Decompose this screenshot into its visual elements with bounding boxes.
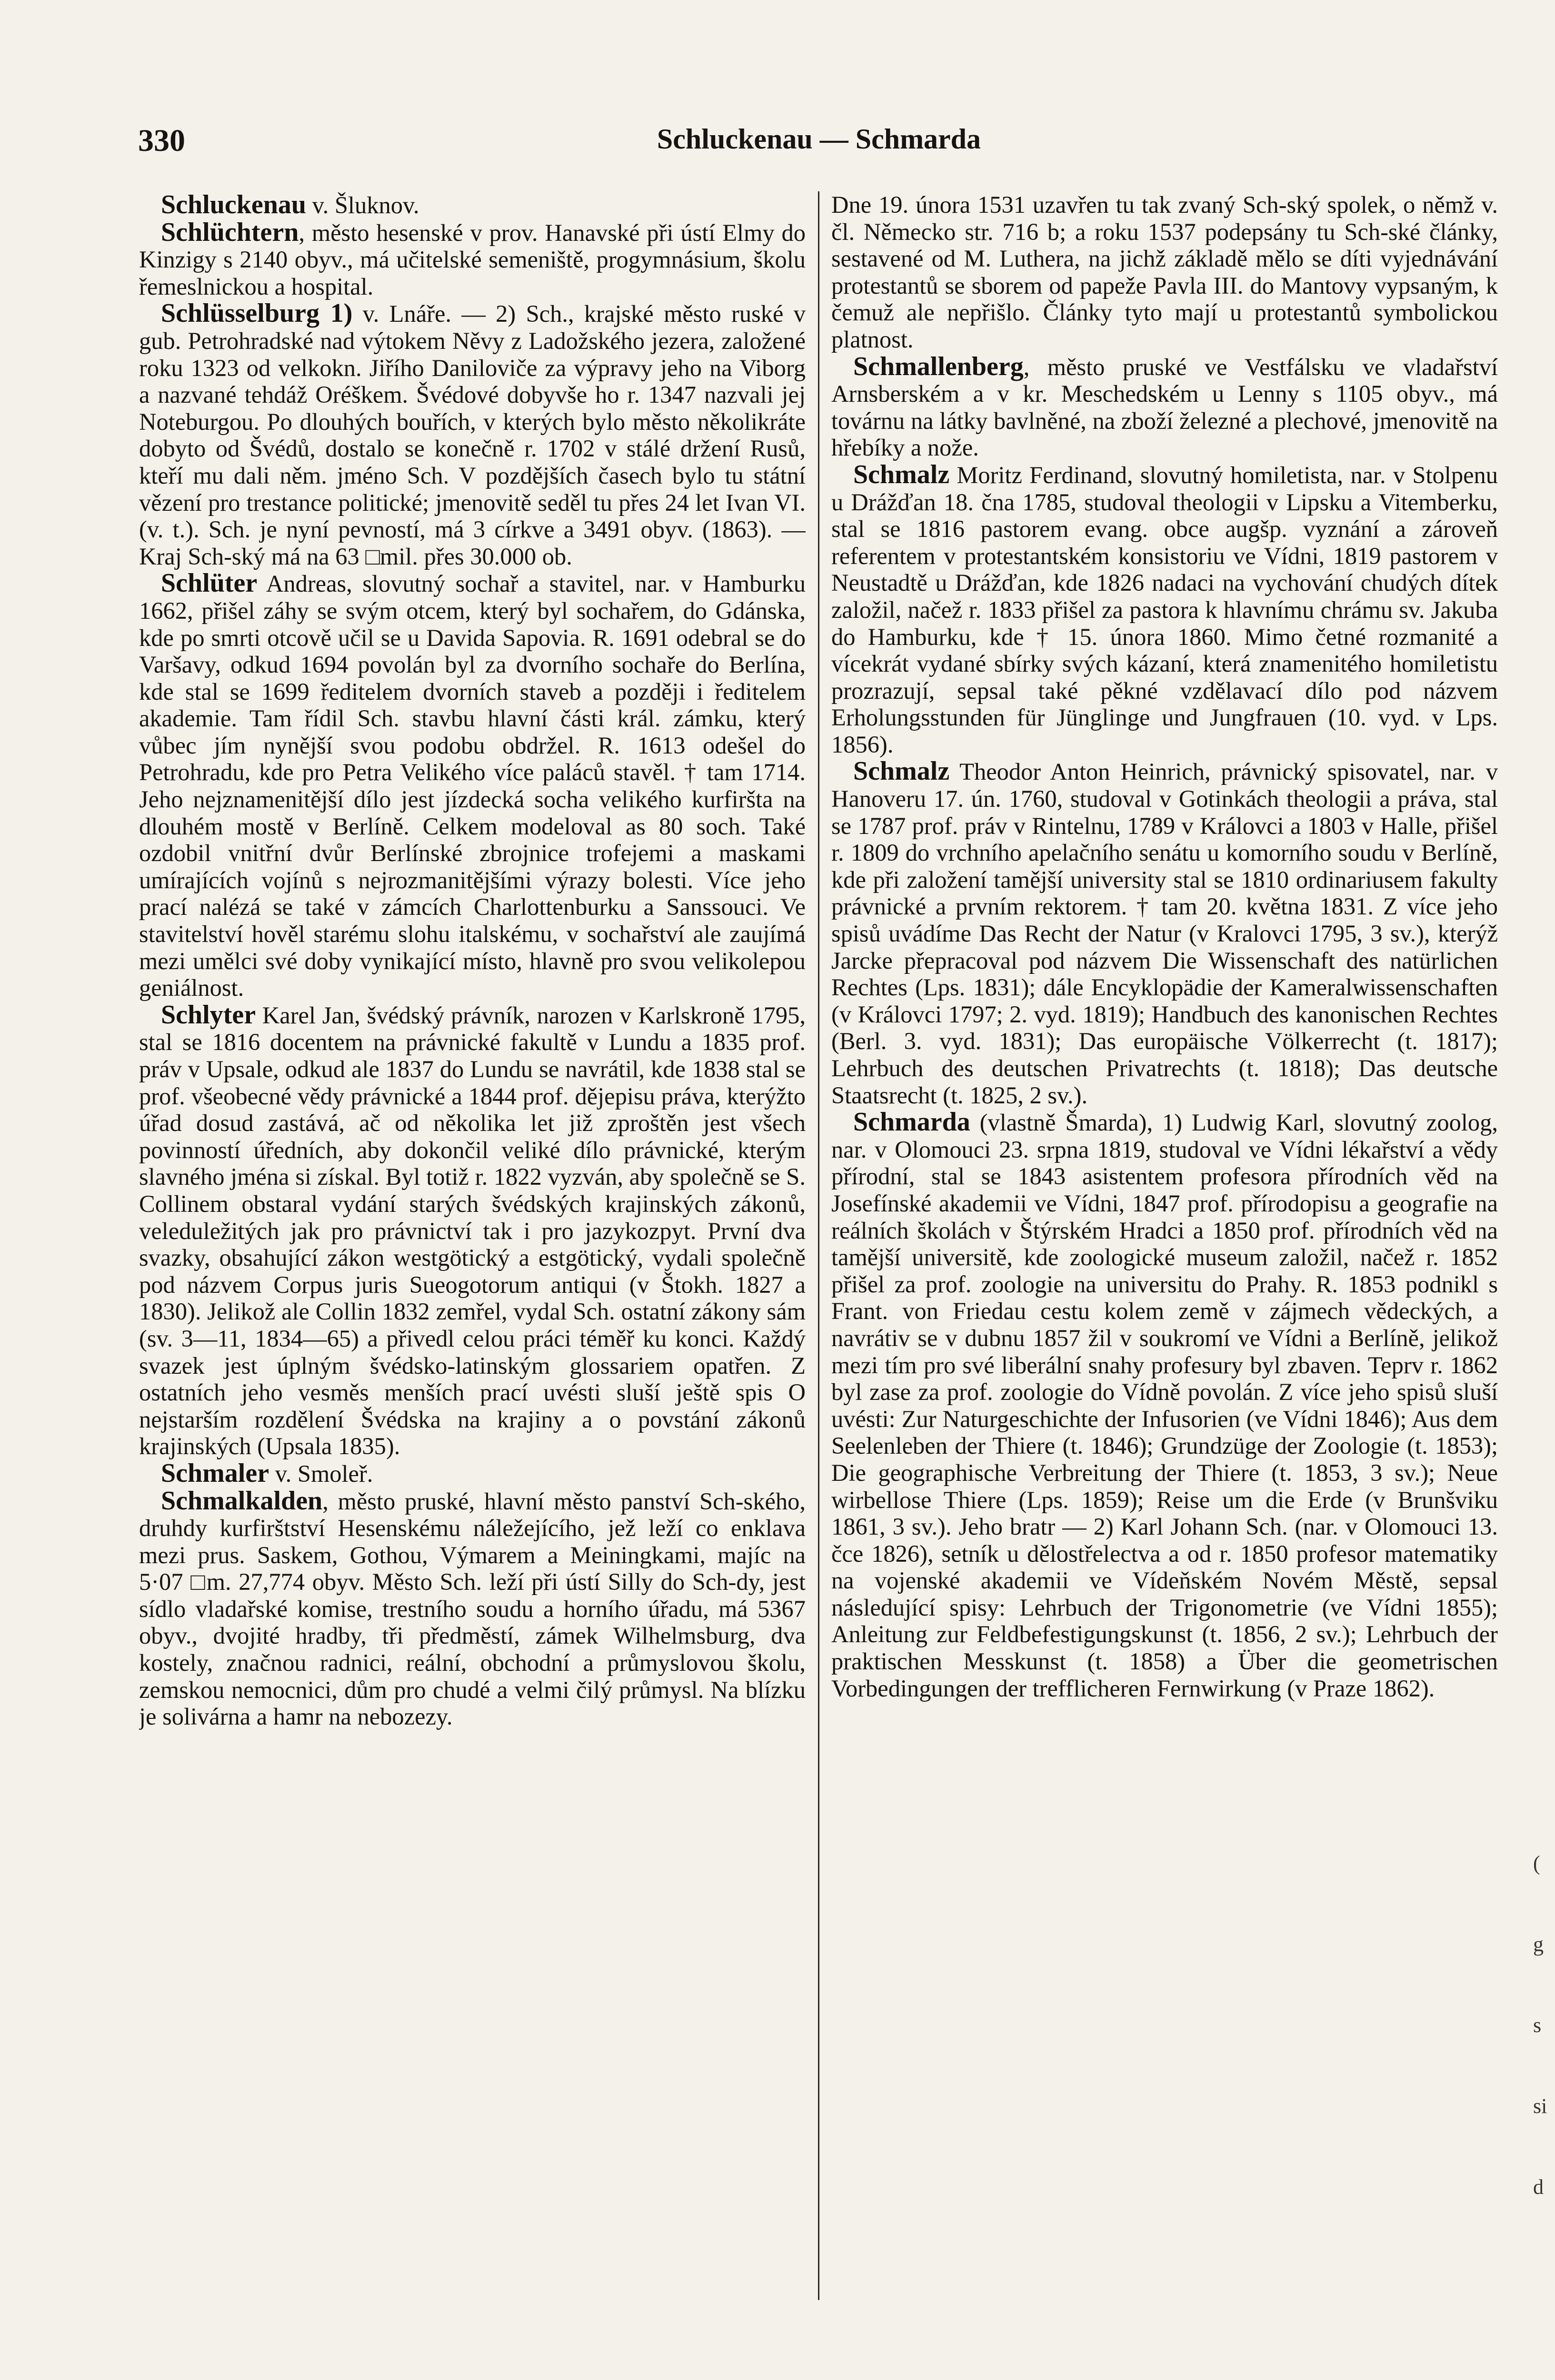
- entry-text: , město hesenské v prov. Hanavské při ústí Elmy do Kinzigy s 2140 obyv., má učitelské semeniště, progymnásium, školu řemeslnickou a hospital.: [139, 219, 806, 300]
- entry-schmarda: [831, 1109, 1498, 1702]
- headword: Schlüter: [161, 568, 258, 598]
- entry-text: v. Smoleř.: [269, 1460, 373, 1487]
- entry-text: Theodor Anton Heinrich, právnický spisovatel, nar. v Hanoveru 17. ún. 1760, studoval v Gotinkách theologii a práva, stal se 1787 prof. práv v Rintelnu, 1789 v Královci a 1803 v Halle, přišel r. 1809 do vrchního apelačního senátu u komorního soudu v Berlíně, kde při založení tamější university stal se 1810 ordinariusem fakulty právnické a prvním rektorem. † tam 20. května 1831. Z více jeho spisů uvádíme Das Recht der Natur (v Kralovci 1795, 3 sv.), kterýž Jarcke přepracoval pod názvem Die Wissenschaft des natürlichen Rechtes (Lps. 1831); dále Encyklopädie der Kameralwissenschaften (v Královci 1797; 2. vyd. 1819); Handbuch des kanonischen Rechtes (Berl. 3. vyd. 1831); Das europäische Völkerrecht (t. 1817); Lehrbuch des deutschen Privatrechts (t. 1818); Das deutsche Staatsrecht (t. 1825, 2 sv.).: [831, 758, 1498, 1109]
- headword: Schmalz: [853, 459, 950, 489]
- entry-schluter: [139, 570, 806, 1002]
- entry-schmalkalden-continued: [831, 191, 1498, 353]
- margin-fragment: (: [1533, 1852, 1540, 1875]
- headword: Schmallenberg: [853, 351, 1024, 381]
- entry-schluchtern: [139, 219, 806, 300]
- right-column: [831, 191, 1498, 2343]
- headword: Schlüchtern: [161, 217, 299, 247]
- headword: Schmalz: [853, 756, 950, 786]
- entry-schlyter: [139, 1002, 806, 1460]
- entry-text: v. Lnáře. — 2) Sch., krajské město ruské v gub. Petrohradské nad výtokem Něvy z Ladožského jezera, založené roku 1323 od velkokn. Jiřího Daniloviče za výpravy jeho na Viborg a nazvané tehdáž Oréškem. Švédové dobyvše ho r. 1347 nazvali jej Noteburgou. Po dlouhých bouřích, v kterých bylo město několikráte dobyto od Švédů, dostalo se konečně r. 1702 v stálé držení Rusů, kteří mu dali něm. jméno Sch. V pozdějších časech bylo tu státní vězení pro trestance politické; jmenovitě seděl tu přes 24 let Ivan VI. (v. t.). Sch. je nyní pevností, má 3 církve a 3491 obyv. (1863). — Kraj Sch-ský má na 63 □mil. přes 30.000 ob.: [139, 300, 806, 570]
- entry-text: Moritz Ferdinand, slovutný homiletista, nar. v Stolpenu u Drážďan 18. čna 1785, studoval theologii v Lipsku a Vitemberku, stal se 1816 pastorem evang. obce augšp. vyznání a zároveň referentem v protestantském konsistoriu ve Vídni, 1819 pastorem v Neustadtě u Drážďan, kde 1826 nadaci na vychování chudých dítek založil, načež r. 1833 přišel za pastora k hlavnímu chrámu sv. Jakuba do Hamburku, kde † 15. února 1860. Mimo četné rozmanité a vícekrát vydané sbírky svých kázaní, která znamenitého homiletistu prozrazují, sepsal také pěkné vzdělavací dílo pod názvem Erholungsstunden für Jünglinge und Jungfrauen (10. vyd. v Lps. 1856).: [831, 461, 1498, 758]
- headword: Schlyter: [161, 1000, 256, 1030]
- margin-fragment: si: [1533, 2094, 1547, 2118]
- headword: Schmaler: [161, 1458, 269, 1488]
- running-title: Schluckenau — Schmarda: [657, 123, 981, 155]
- entry-schmalz-moritz: [831, 461, 1498, 758]
- margin-fragment: d: [1533, 2175, 1544, 2199]
- entry-schmaler: [139, 1460, 806, 1488]
- headword: Schluckenau: [161, 191, 306, 219]
- entry-text: (vlastně Šmarda), 1) Ludwig Karl, slovutný zoolog, nar. v Olomouci 23. srpna 1819, studoval ve Vídni lékařství a vědy přírodní, stal se 1843 asistentem profesora přírodních věd na Josefínské akademii ve Vídni, 1847 prof. přírodopisu a geografie na reálních školách v Štýrském Hradci a 1850 prof. přírodních věd na tamější universitě, kde zoologické museum založil, načež r. 1852 přišel za prof. zoologie na universitu do Prahy. R. 1853 podnikl s Frant. von Friedau cestu kolem země v zájmech vědeckých, a navrátiv se v dubnu 1857 žil v soukromí ve Vídni a Berlíně, jelikož mezi tím pro své liberální snahy profesury byl zbaven. Teprv r. 1862 byl zase za prof. zoologie do Vídně povolán. Z více jeho spisů sluší uvésti: Zur Naturgeschichte der Infusorien (ve Vídni 1846); Aus dem Seelenleben der Thiere (t. 1846); Grundzüge der Zoologie (t. 1853); Die geographische Verbreitung der Thiere (t. 1853, 3 sv.); Neue wirbellose Thiere (Lps. 1859); Reise um die Erde (v Brunšviku 1861, 3 sv.). Jeho bratr — 2) Karl Johann Sch. (nar. v Olomouci 13. čce 1826), setník u dělostřelectva a od r. 1850 profesor matematiky na vojenské akademii ve Vídeňském Novém Městě, sepsal následující spisy: Lehrbuch der Trigonometrie (ve Vídni 1855); Anleitung zur Feldbefestigungskunst (t. 1856, 2 sv.); Lehrbuch der praktischen Messkunst (t. 1858) a Über die geometrischen Vorbedingungen der trefflicheren Fernwirkung (v Praze 1862).: [831, 1109, 1498, 1702]
- entry-schluckenau: [139, 191, 806, 219]
- entry-text: Andreas, slovutný sochař a stavitel, nar. v Hamburku 1662, přišel záhy se svým otcem, který byl sochařem, do Gdánska, kde po smrti otcově učil se u Davida Sapovia. R. 1691 odebral se do Varšavy, odkud 1694 povolán byl za dvorního sochaře do Berlína, kde stal se 1699 ředitelem dvorních staveb a později i ředitelem akademie. Tam řídil Sch. stavbu hlavní části král. zámku, který vůbec jím nynější svou podobu obdržel. R. 1613 odešel do Petrohradu, kde pro Petra Velikého více paláců stavěl. † tam 1714. Jeho nejznamenitější dílo jest jízdecká socha velikého kurfiršta na dlouhém mostě v Berlíně. Celkem modeloval as 80 soch. Také ozdobil vnitřní dvůr Berlínské zbrojnice trofejemi a maskami umírajících vojínů s nejrozmanitějšími výrazy bolesti. Více jeho prací nalézá se také v zámcích Charlottenburku a Sanssouci. Ve stavitelství hověl starému slohu italskému, v sochařství ale zaujímá mezi umělci své doby vynikající místo, hlavně pro svou velikolepou geniálnost.: [139, 570, 806, 1002]
- margin-fragment: g: [1533, 1933, 1544, 1956]
- headword: Schmalkalden: [161, 1486, 323, 1516]
- left-column: [139, 191, 806, 2343]
- entry-text: v. Šluknov.: [306, 192, 419, 218]
- entry-text: , město pruské, hlavní město panství Sch-ského, druhdy kurfirštství Hesenskému náležejícího, jež leží co enklava mezi prus. Saskem, Gothou, Výmarem a Meiningkami, majíc na 5·07 □m. 27,774 obyv. Město Sch. leží při ústí Silly do Sch-dy, jest sídlo vladařské komise, trestního soudu a horního úřadu, má 5367 obyv., dvojité hradby, tři předměstí, zámek Wilhelmsburg, dva kostely, značnou radnici, reální, obchodní a průmyslovou školu, zemskou nemocnici, dům pro chudé a velmi čilý průmysl. Na blízku je solivárna a hamr na nebozezy.: [139, 1488, 806, 1730]
- margin-fragment: s: [1533, 2013, 1542, 2037]
- column-rule: [818, 191, 819, 2300]
- entry-schmalkalden: [139, 1488, 806, 1730]
- next-page-bleed-through: [1533, 1823, 1555, 2228]
- entry-schlusselburg: [139, 300, 806, 570]
- entry-text: Karel Jan, švédský právník, narozen v Karlskroně 1795, stal se 1816 docentem na právnické fakultě v Lundu a 1835 prof. práv v Upsale, odkud ale 1837 do Lundu se navrátil, kde 1838 stal se prof. všeobecné vědy právnické a 1844 prof. dějepisu práva, kterýžto úřad dosud zastává, ač od několika let již zproštěn jest všech povinností úředních, aby dokončil veliké dílo právnické, kterým slavného jména si získal. Byl totiž r. 1822 vyzván, aby společně se S. Collinem obstaral vydání starých švédských krajinských zákonů, veleduležitých jak pro právnictví tak i pro jazykozpyt. První dva svazky, obsahující zákon westgötický a estgötický, vydali společně pod názvem Corpus juris Sueogotorum antiqui (v Štokh. 1827 a 1830). Jelikož ale Collin 1832 zemřel, vydal Sch. ostatní zákony sám (sv. 3—11, 1834—65) a přivedl celou práci téměř ku konci. Každý svazek jest úplným švédsko-latinským glossariem opatřen. Z ostatních jeho vesměs menších prací uvésti sluší ještě spis O nejstarším rozdělení Švédska na krajiny a o povstání zákonů krajinských (Upsala 1835).: [139, 1002, 806, 1460]
- headword: Schmarda: [853, 1107, 970, 1137]
- entry-text: , město pruské ve Vestfálsku ve vladařství Arnsberském a v kr. Meschedském u Lenny s 1105 obyv., má továrnu na látky bavlněné, na zboží železné a plechové, jmenovitě na hřebíky a nože.: [831, 353, 1498, 461]
- headword: Schlüsselburg 1): [161, 298, 353, 328]
- page-number: 330: [138, 123, 185, 158]
- entry-text: Dne 19. února 1531 uzavřen tu tak zvaný Sch-ský spolek, o němž v. čl. Německo str. 716 b; a roku 1537 podepsány tu Sch-ské články, sestavené od M. Luthera, na jichž základě mělo se díti vyjednávání protestantů se sborem od papeže Pavla III. do Mantovy vypsaným, k čemuž ale nepřišlo. Články tyto mají u protestantů symbolickou platnost.: [831, 191, 1498, 353]
- entry-schmalz-theodor: [831, 758, 1498, 1109]
- page-header: [138, 123, 1500, 170]
- entry-schmallenberg: [831, 353, 1498, 461]
